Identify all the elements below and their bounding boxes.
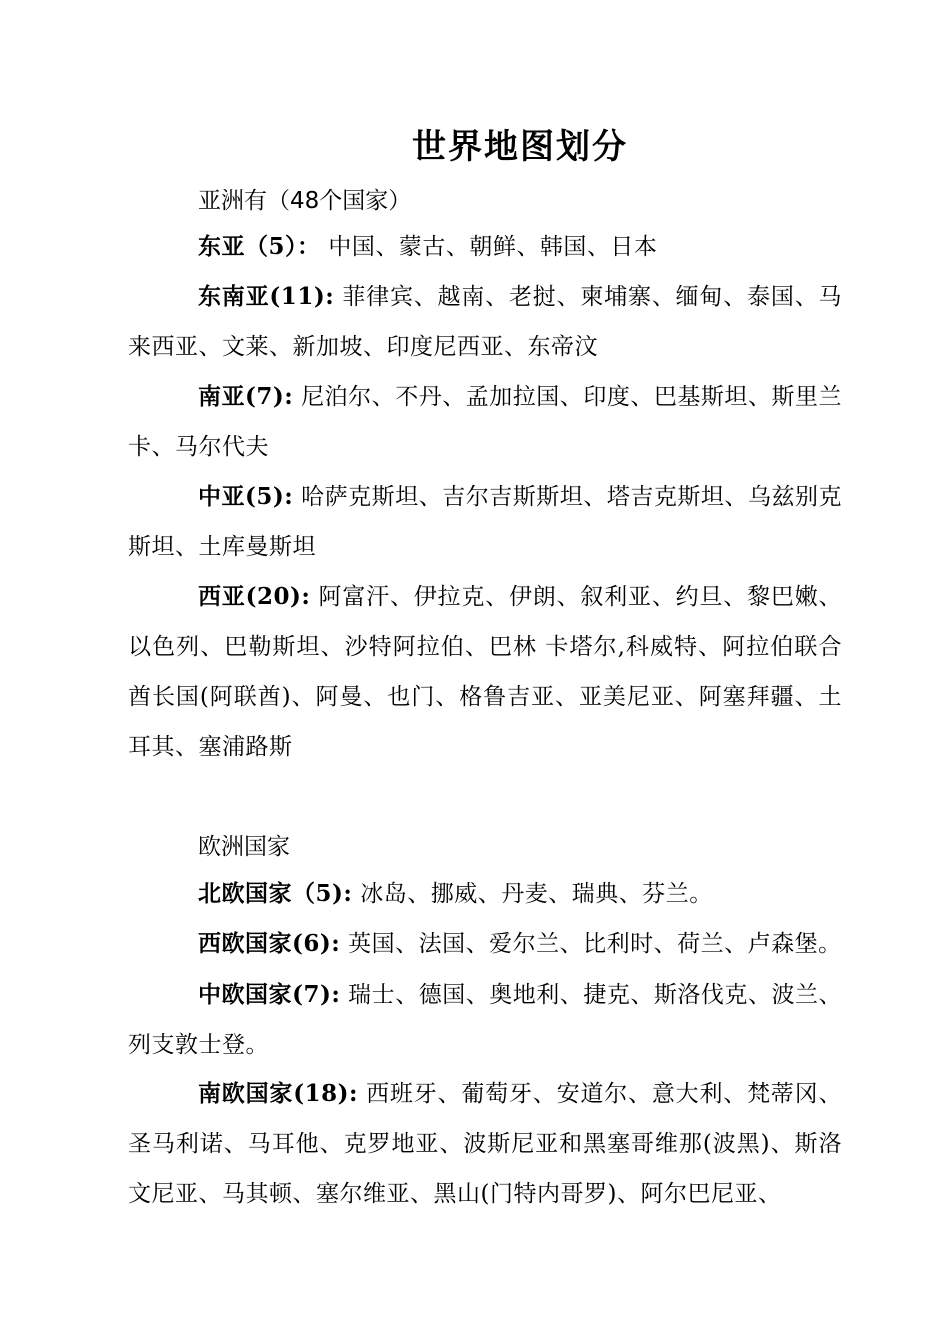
region-label: 南欧国家(18):: [198, 1080, 358, 1107]
region-label: 中欧国家(7):: [198, 981, 341, 1008]
region-countries: 英国、法国、爱尔兰、比利时、荷兰、卢森堡。: [340, 931, 842, 957]
region-countries: 尼泊尔、不丹、孟加拉国、印度、巴基斯坦、斯里兰卡、马尔代夫: [128, 384, 842, 460]
region-countries: 哈萨克斯坦、吉尔吉斯斯坦、塔吉克斯坦、乌兹别克斯坦、土库曼斯坦: [128, 484, 842, 560]
asia-heading: 亚洲有（48个国家）: [198, 188, 412, 214]
region-southeast-asia: [128, 272, 842, 372]
region-northern-europe: [128, 869, 842, 919]
region-central-europe: [128, 970, 842, 1070]
region-countries: 西班牙、葡萄牙、安道尔、意大利、梵蒂冈、圣马利诺、马耳他、克罗地亚、波斯尼亚和黑塞哥维那(波黑)、斯洛文尼亚、马其顿、塞尔维亚、黑山(门特内哥罗)、阿尔巴尼亚、: [128, 1081, 842, 1207]
region-countries: 冰岛、挪威、丹麦、瑞典、芬兰。: [352, 881, 713, 907]
region-countries: 菲律宾、越南、老挝、柬埔寨、缅甸、泰国、马来西亚、文莱、新加坡、印度尼西亚、东帝汶: [128, 284, 843, 360]
region-south-asia: [128, 372, 842, 472]
region-countries: 瑞士、德国、奥地利、捷克、斯洛伐克、波兰、列支敦士登。: [128, 982, 842, 1058]
region-label: 南亚(7):: [198, 383, 294, 410]
region-countries: 中国、蒙古、朝鲜、韩国、日本: [320, 234, 658, 260]
region-label: 东亚（5）：: [198, 233, 321, 260]
region-label: 东南亚(11):: [198, 283, 335, 310]
region-label: 中亚(5):: [198, 483, 294, 510]
europe-heading: 欧洲国家: [198, 834, 290, 860]
region-label: 西欧国家(6):: [198, 930, 341, 957]
region-countries: 阿富汗、伊拉克、伊朗、叙利亚、约旦、黎巴嫩、以色列、巴勒斯坦、沙特阿拉伯、巴林 卡塔尔,科威特、阿拉伯联合酋长国(阿联酋)、阿曼、也门、格鲁吉亚、亚美尼亚、阿塞拜疆、土耳其、塞浦路斯: [128, 584, 843, 760]
document-title: 世界地图划分: [412, 127, 628, 167]
region-label: 西亚(20):: [198, 583, 311, 610]
region-west-asia: [128, 572, 842, 772]
region-central-asia: [128, 472, 842, 572]
region-southern-europe: [128, 1069, 842, 1219]
region-western-europe: [128, 919, 842, 969]
region-label: 北欧国家（5):: [198, 880, 353, 907]
region-east-asia: [128, 222, 842, 272]
